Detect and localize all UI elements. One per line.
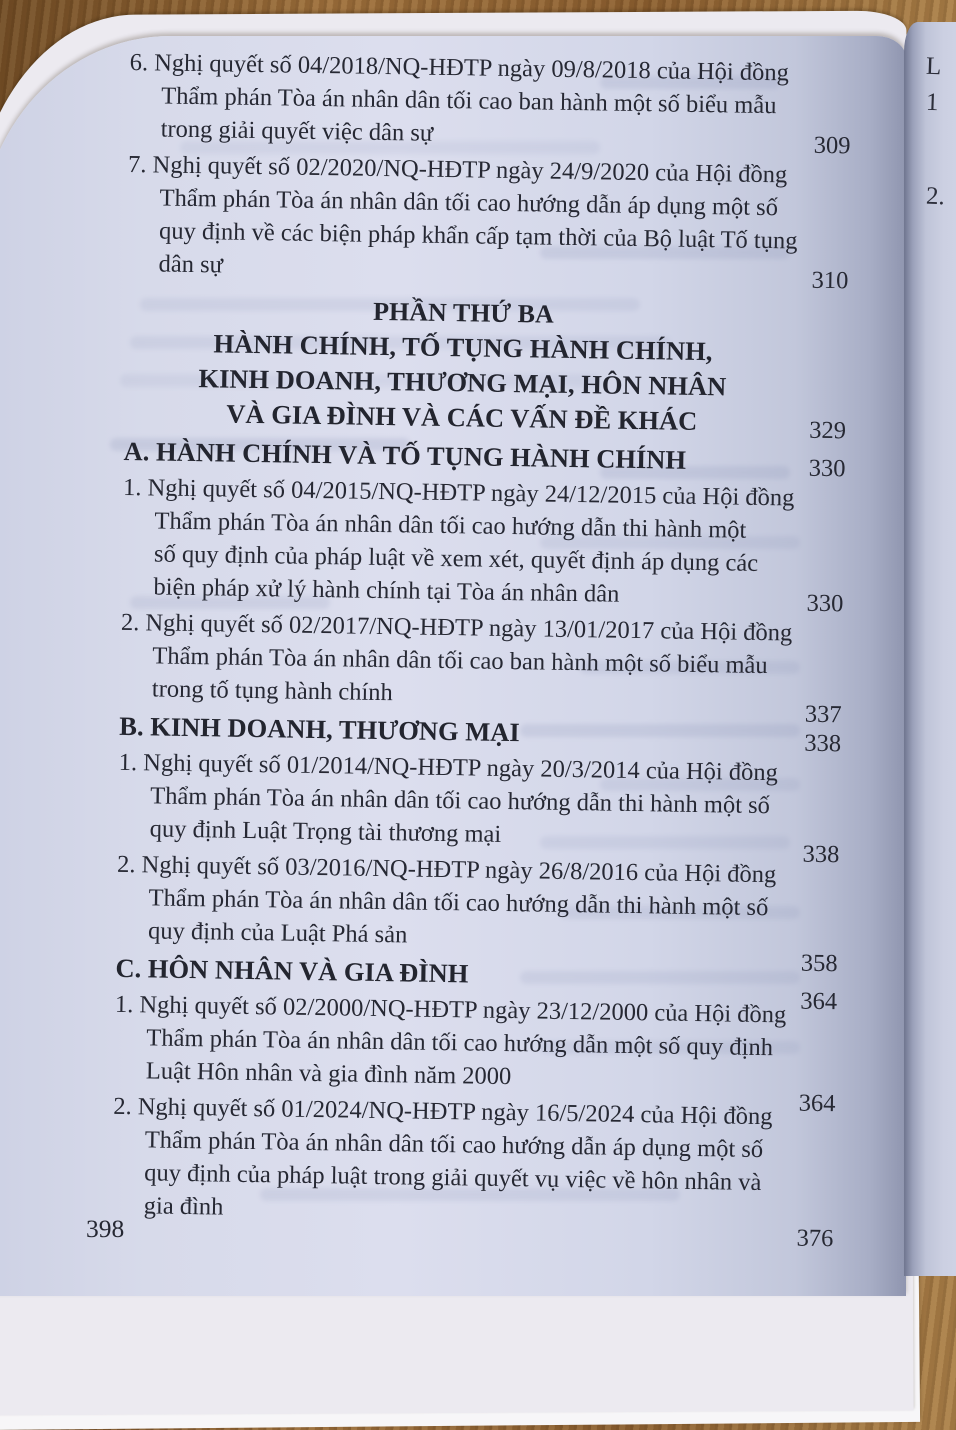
toc-page-number: 376 bbox=[796, 1224, 834, 1253]
toc-entry-line: Thẩm phán Tòa án nhân dân tối cao hướng dẫn áp dụng một số bbox=[144, 1126, 764, 1164]
part-heading-text bbox=[124, 290, 801, 441]
toc-entry-line: Thẩm phán Tòa án nhân dân tối cao hướng dẫn thi hành một số bbox=[148, 884, 769, 922]
toc-entry-line: Thẩm phán Tòa án nhân dân tối cao ban hành một số biểu mẫu bbox=[161, 82, 777, 120]
part-heading bbox=[124, 290, 848, 445]
toc-entry-line: trong tố tụng hành chính bbox=[151, 675, 393, 707]
toc-entry-line: 1. Nghị quyết số 01/2014/NQ-HĐTP ngày 20/3/2014 của Hội đồng bbox=[118, 748, 779, 787]
toc-entry-line: quy định Luật Trọng tài thương mại bbox=[149, 815, 502, 848]
toc-page-number: 330 bbox=[806, 589, 844, 618]
part-title-line: HÀNH CHÍNH, TỐ TỤNG HÀNH CHÍNH, bbox=[213, 328, 713, 367]
section-heading-text: A. HÀNH CHÍNH VÀ TỐ TỤNG HÀNH CHÍNH bbox=[123, 435, 687, 475]
toc-page-number: 337 bbox=[804, 700, 842, 729]
toc-page-number: 338 bbox=[804, 729, 842, 758]
toc-entry-line: quy định của Luật Phá sản bbox=[147, 917, 408, 949]
adjacent-page-text-fragment: 2. bbox=[925, 182, 946, 211]
toc-entry-line: Thẩm phán Tòa án nhân dân tối cao hướng dẫn thi hành một bbox=[154, 507, 747, 544]
toc-entry-text bbox=[120, 606, 797, 716]
toc-entry bbox=[126, 148, 850, 295]
toc-entry-text bbox=[121, 471, 798, 614]
toc-entry-text bbox=[112, 1090, 789, 1233]
toc-entry-line: Thẩm phán Tòa án nhân dân tối cao hướng dẫn thi hành một số bbox=[150, 782, 771, 820]
toc-page-number: 310 bbox=[811, 266, 849, 295]
part-kicker: PHẦN THỨ BA bbox=[372, 296, 554, 329]
toc-entry-text bbox=[117, 746, 794, 856]
toc-entry bbox=[120, 606, 843, 729]
toc-entry-line: 2. Nghị quyết số 01/2024/NQ-HĐTP ngày 16/5/2024 của Hội đồng bbox=[113, 1092, 773, 1131]
toc-page-number: 338 bbox=[802, 840, 840, 869]
adjacent-page bbox=[904, 22, 956, 1276]
toc-page-number: 364 bbox=[800, 987, 838, 1016]
section-heading-text: B. KINH DOANH, THƯƠNG MẠI bbox=[119, 710, 520, 748]
toc-entry-text bbox=[128, 46, 805, 156]
toc-page-number: 364 bbox=[798, 1089, 836, 1118]
toc-entry bbox=[112, 1090, 836, 1253]
section-heading-text: C. HÔN NHÂN VÀ GIA ĐÌNH bbox=[115, 952, 469, 989]
toc-entry-line: Thẩm phán Tòa án nhân dân tối cao hướng dẫn một số quy định bbox=[146, 1024, 774, 1062]
toc-entry-line: Thẩm phán Tòa án nhân dân tối cao ban hành một số biểu mẫu bbox=[152, 642, 768, 680]
toc-entry bbox=[121, 471, 845, 618]
toc-entry-text bbox=[126, 148, 803, 291]
toc-entry-line: quy định về các biện pháp khẩn cấp tạm thời của Bộ luật Tố tụng bbox=[158, 217, 798, 255]
toc-entry-line: 2. Nghị quyết số 03/2016/NQ-HĐTP ngày 26/8/2016 của Hội đồng bbox=[116, 850, 777, 889]
toc-entry-line: 7. Nghị quyết số 02/2020/NQ-HĐTP ngày 24/9/2020 của Hội đồng bbox=[127, 150, 788, 189]
toc-entry-text bbox=[114, 988, 791, 1098]
toc-entry-line: trong giải quyết việc dân sự bbox=[160, 115, 434, 147]
toc-entry-line: 1. Nghị quyết số 02/2000/NQ-HĐTP ngày 23/12/2000 của Hội đồng bbox=[114, 990, 787, 1029]
toc-entry-line: biện pháp xử lý hành chính tại Tòa án nhân dân bbox=[153, 573, 620, 608]
toc-entry-line: số quy định của pháp luật về xem xét, quyết định áp dụng các bbox=[153, 540, 759, 577]
toc-entry bbox=[117, 746, 840, 869]
toc-entry-line: dân sự bbox=[158, 250, 224, 279]
toc-page-number: 358 bbox=[800, 949, 838, 978]
part-title-line: KINH DOANH, THƯƠNG MẠI, HÔN NHÂN bbox=[198, 363, 727, 402]
toc-entry-line: 2. Nghị quyết số 02/2017/NQ-HĐTP ngày 13/01/2017 của Hội đồng bbox=[120, 608, 793, 647]
adjacent-page-text-fragment: 1 bbox=[925, 88, 939, 117]
table-of-contents bbox=[111, 46, 851, 1253]
toc-entry-text bbox=[116, 848, 793, 958]
part-title-line: VÀ GIA ĐÌNH VÀ CÁC VẤN ĐỀ KHÁC bbox=[226, 398, 698, 436]
toc-entry-line: 1. Nghị quyết số 04/2015/NQ-HĐTP ngày 24/12/2015 của Hội đồng bbox=[122, 473, 795, 512]
toc-page-number: 309 bbox=[813, 131, 851, 160]
toc-entry-line: quy định của pháp luật trong giải quyết vụ việc về hôn nhân và bbox=[144, 1159, 762, 1197]
toc-page-number: 329 bbox=[809, 416, 847, 445]
adjacent-page-text-fragment: L bbox=[925, 52, 942, 81]
toc-page-number: 330 bbox=[808, 454, 846, 483]
toc-entry-line: 6. Nghị quyết số 04/2018/NQ-HĐTP ngày 09/8/2018 của Hội đồng bbox=[129, 48, 790, 87]
toc-entry-line: Luật Hôn nhân và gia đình năm 2000 bbox=[145, 1057, 512, 1091]
toc-entry-line: Thẩm phán Tòa án nhân dân tối cao hướng dẫn áp dụng một số bbox=[159, 184, 779, 222]
toc-entry bbox=[128, 46, 851, 160]
toc-entry-line: gia đình bbox=[143, 1192, 224, 1221]
folio-page-number: 398 bbox=[86, 1214, 125, 1243]
